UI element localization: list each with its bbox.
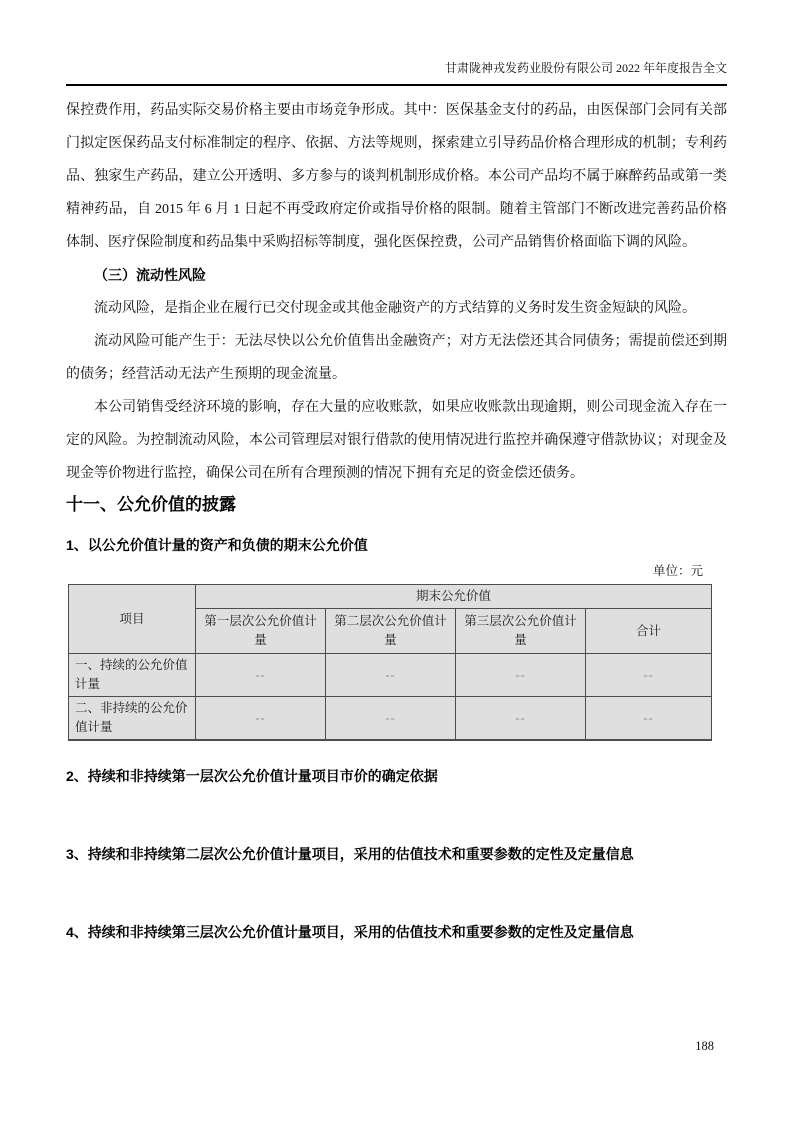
table-cell-value: -- — [456, 697, 586, 741]
table-header-level2: 第二层次公允价值计量 — [326, 609, 456, 654]
section-heading-fair-value-disclosure: 十一、公允价值的披露 — [66, 495, 236, 514]
table-header-period-end-fair-value: 期末公允价值 — [196, 585, 712, 609]
paragraph-liquidity-control: 本公司销售受经济环境的影响，存在大量的应收账款，如果应收账款出现逾期，则公司现金流入存在一定的风险。为控制流动风险，本公司管理层对银行借款的使用情况进行监控并确保遵守借款协议；对现金及现金等价物进行监控，确保公司在所有合理预测的情况下拥有充足的资金偿还债务。 — [66, 400, 727, 481]
section-heading-liquidity-risk: （三）流动性风险 — [94, 267, 206, 283]
unit-label: 单位：元 — [652, 564, 703, 578]
table-cell-value: -- — [196, 654, 326, 697]
table-cell-value: -- — [456, 654, 586, 697]
table-header-total: 合计 — [586, 609, 712, 654]
table-cell-value: -- — [196, 697, 326, 741]
table-header-level3: 第三层次公允价值计量 — [456, 609, 586, 654]
subsection-heading-2: 2、持续和非持续第一层次公允价值计量项目市价的确定依据 — [66, 768, 438, 784]
table-cell-value: -- — [586, 654, 712, 697]
table-cell-item-label: 一、持续的公允价值计量 — [69, 654, 196, 697]
page-number: 188 — [695, 1039, 714, 1053]
table-cell-value: -- — [326, 697, 456, 741]
table-cell-value: -- — [326, 654, 456, 697]
table-cell-item-label: 二、非持续的公允价值计量 — [69, 697, 196, 741]
table-row-continuous — [69, 654, 712, 697]
running-header: 甘肃陇神戎发药业股份有限公司 2022 年年度报告全文 — [444, 61, 727, 75]
fair-value-table — [68, 584, 712, 741]
header-rule — [66, 84, 727, 86]
subsection-heading-4: 4、持续和非持续第三层次公允价值计量项目，采用的估值技术和重要参数的定性及定量信息 — [66, 924, 634, 940]
paragraph-liquidity-definition: 流动风险，是指企业在履行已交付现金或其他金融资产的方式结算的义务时发生资金短缺的风险。 — [94, 301, 696, 316]
table-header-item: 项目 — [69, 585, 196, 654]
table-row-non-continuous — [69, 697, 712, 741]
table-header-level1: 第一层次公允价值计量 — [196, 609, 326, 654]
table-header-row-group — [69, 585, 712, 609]
table-cell-value: -- — [586, 697, 712, 741]
subsection-heading-3: 3、持续和非持续第二层次公允价值计量项目，采用的估值技术和重要参数的定性及定量信息 — [66, 846, 634, 862]
subsection-heading-1: 1、以公允价值计量的资产和负债的期末公允价值 — [66, 537, 368, 553]
paragraph-price-risk: 保控费作用，药品实际交易价格主要由市场竞争形成。其中：医保基金支付的药品，由医保部门会同有关部门拟定医保药品支付标准制定的程序、依据、方法等规则，探索建立引导药品价格合理形成的机制；专利药品、独家生产药品，建立公开透明、多方参与的谈判机制形成价格。本公司产品均不属于麻醉药品或第一类精神药品，自 2015 年 6 月 1 日起不再受政府定价或指导价格的限制。随着主管部门不断改进完善药品价格体制、医疗保险制度和药品集中采购招标等制度，强化医保控费，公司产品销售价格面临下调的风险。 — [66, 103, 727, 250]
paragraph-liquidity-sources: 流动风险可能产生于：无法尽快以公允价值售出金融资产；对方无法偿还其合同债务；需提前偿还到期的债务；经营活动无法产生预期的现金流量。 — [66, 334, 727, 382]
